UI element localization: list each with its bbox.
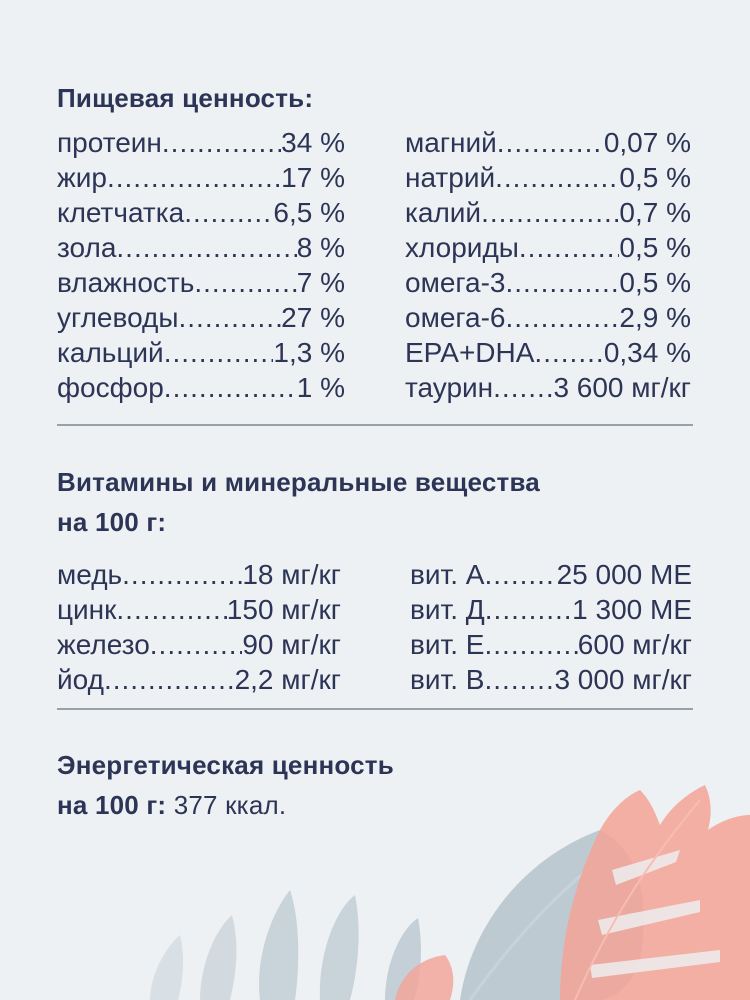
dot-leader — [107, 160, 281, 195]
item-label: жир — [57, 162, 107, 193]
item-value: 27 % — [281, 302, 345, 333]
item-label: железо — [57, 629, 150, 660]
dot-leader — [179, 300, 282, 335]
item-value: 25 000 МЕ — [556, 559, 692, 590]
list-item — [57, 335, 345, 370]
item-label: таурин — [405, 372, 494, 403]
list-item — [57, 160, 345, 195]
grey-leaf-stem-1 — [470, 845, 620, 1000]
item-value: 2,9 % — [619, 302, 691, 333]
list-item — [57, 195, 345, 230]
dot-leader — [184, 195, 273, 230]
grey-leaf-frond-2 — [320, 895, 359, 1000]
item-label: йод — [57, 664, 104, 695]
item-value: 8 % — [296, 232, 345, 263]
item-value: 600 мг/кг — [577, 629, 692, 660]
list-item — [405, 265, 691, 300]
list-item — [57, 230, 345, 265]
item-value: 0,7 % — [619, 197, 691, 228]
list-item — [57, 370, 345, 405]
dot-leader — [519, 230, 619, 265]
item-value: 6,5 % — [273, 197, 345, 228]
dot-leader — [505, 300, 619, 335]
item-value: 1 % — [296, 372, 345, 403]
grey-leaf-frond-5 — [385, 918, 421, 1000]
grey-leaf-large — [460, 830, 644, 1000]
item-value: 2,2 мг/кг — [234, 664, 341, 695]
dot-leader — [116, 592, 226, 627]
dot-leader — [495, 160, 619, 195]
list-item — [405, 160, 691, 195]
item-value: 0,5 % — [619, 232, 691, 263]
item-label: медь — [57, 559, 123, 590]
item-value: 90 мг/кг — [242, 629, 341, 660]
item-label: зола — [57, 232, 117, 263]
list-item — [57, 265, 345, 300]
grey-leaf-frond-4 — [150, 935, 183, 1000]
item-value: 3 000 мг/кг — [554, 664, 692, 695]
dot-leader — [150, 627, 243, 662]
dot-leader — [493, 370, 553, 405]
item-label: вит. А — [410, 559, 485, 590]
dot-leader — [485, 592, 572, 627]
item-label: клетчатка — [57, 197, 185, 228]
coral-leaf-vein — [575, 800, 700, 1000]
list-item — [57, 592, 341, 627]
dot-leader — [484, 557, 556, 592]
item-label: магний — [405, 127, 497, 158]
item-value: 34 % — [281, 127, 345, 158]
dot-leader — [104, 662, 235, 697]
item-label: вит. В — [410, 664, 485, 695]
divider-2 — [57, 708, 693, 710]
item-label: кальций — [57, 337, 164, 368]
vitamins-heading-line1: Витамины и минеральные вещества — [57, 467, 540, 497]
item-label: омега-3 — [405, 267, 506, 298]
coral-leaf-cut-1 — [612, 850, 680, 885]
vitamins-heading-line2: на 100 г: — [57, 507, 167, 537]
item-label: EPA+DHA — [405, 337, 535, 368]
dot-leader — [505, 265, 619, 300]
coral-leaf-cut-2 — [598, 900, 700, 935]
dot-leader — [164, 370, 297, 405]
item-label: хлориды — [405, 232, 519, 263]
list-item — [410, 627, 692, 662]
dot-leader — [484, 662, 554, 697]
list-item — [410, 557, 692, 592]
item-label: влажность — [57, 267, 195, 298]
item-value: 1,3 % — [273, 337, 345, 368]
coral-leaf-small — [395, 955, 453, 1000]
dot-leader — [534, 335, 603, 370]
item-label: калий — [405, 197, 482, 228]
dot-leader — [481, 195, 619, 230]
item-value: 150 мг/кг — [226, 594, 341, 625]
item-label: фосфор — [57, 372, 164, 403]
energy-value: 377 ккал. — [166, 790, 287, 820]
list-item — [57, 125, 345, 160]
divider-1 — [57, 424, 693, 426]
list-item — [57, 557, 341, 592]
item-label: цинк — [57, 594, 117, 625]
item-value: 18 мг/кг — [242, 559, 341, 590]
nutrition-right-column — [405, 125, 691, 405]
list-item — [410, 662, 692, 697]
nutrition-left-column — [57, 125, 345, 405]
coral-leaf-cut-3 — [590, 950, 720, 978]
list-item — [410, 592, 692, 627]
dot-leader — [194, 265, 296, 300]
item-label: омега-6 — [405, 302, 506, 333]
item-value: 17 % — [281, 162, 345, 193]
item-value: 0,07 % — [603, 127, 691, 158]
energy-heading-line1: Энергетическая ценность — [57, 750, 394, 780]
list-item — [405, 335, 691, 370]
item-label: вит. Д — [410, 594, 485, 625]
nutrition-heading: Пищевая ценность: — [57, 83, 314, 113]
item-value: 0,34 % — [603, 337, 691, 368]
item-label: натрий — [405, 162, 496, 193]
item-value: 0,5 % — [619, 162, 691, 193]
list-item — [57, 627, 341, 662]
dot-leader — [162, 125, 281, 160]
list-item — [57, 662, 341, 697]
dot-leader — [497, 125, 604, 160]
item-value: 7 % — [296, 267, 345, 298]
energy-label: на 100 г: — [57, 790, 167, 820]
energy-heading-line2 — [57, 785, 286, 825]
dot-leader — [116, 230, 296, 265]
item-value: 1 300 МЕ — [572, 594, 692, 625]
dot-leader — [122, 557, 242, 592]
list-item — [405, 230, 691, 265]
list-item — [405, 370, 691, 405]
item-label: протеин — [57, 127, 162, 158]
grey-leaf-frond-3 — [200, 915, 236, 1000]
dot-leader — [484, 627, 577, 662]
item-value: 3 600 мг/кг — [553, 372, 691, 403]
item-label: вит. Е — [410, 629, 485, 660]
list-item — [405, 195, 691, 230]
vitamins-right-column — [410, 557, 692, 697]
dot-leader — [164, 335, 274, 370]
item-label: углеводы — [57, 302, 179, 333]
grey-leaf-frond-1 — [259, 890, 298, 1000]
vitamins-left-column — [57, 557, 341, 697]
list-item — [405, 125, 691, 160]
item-value: 0,5 % — [619, 267, 691, 298]
list-item — [57, 300, 345, 335]
list-item — [405, 300, 691, 335]
coral-leaf-large — [560, 785, 750, 1000]
